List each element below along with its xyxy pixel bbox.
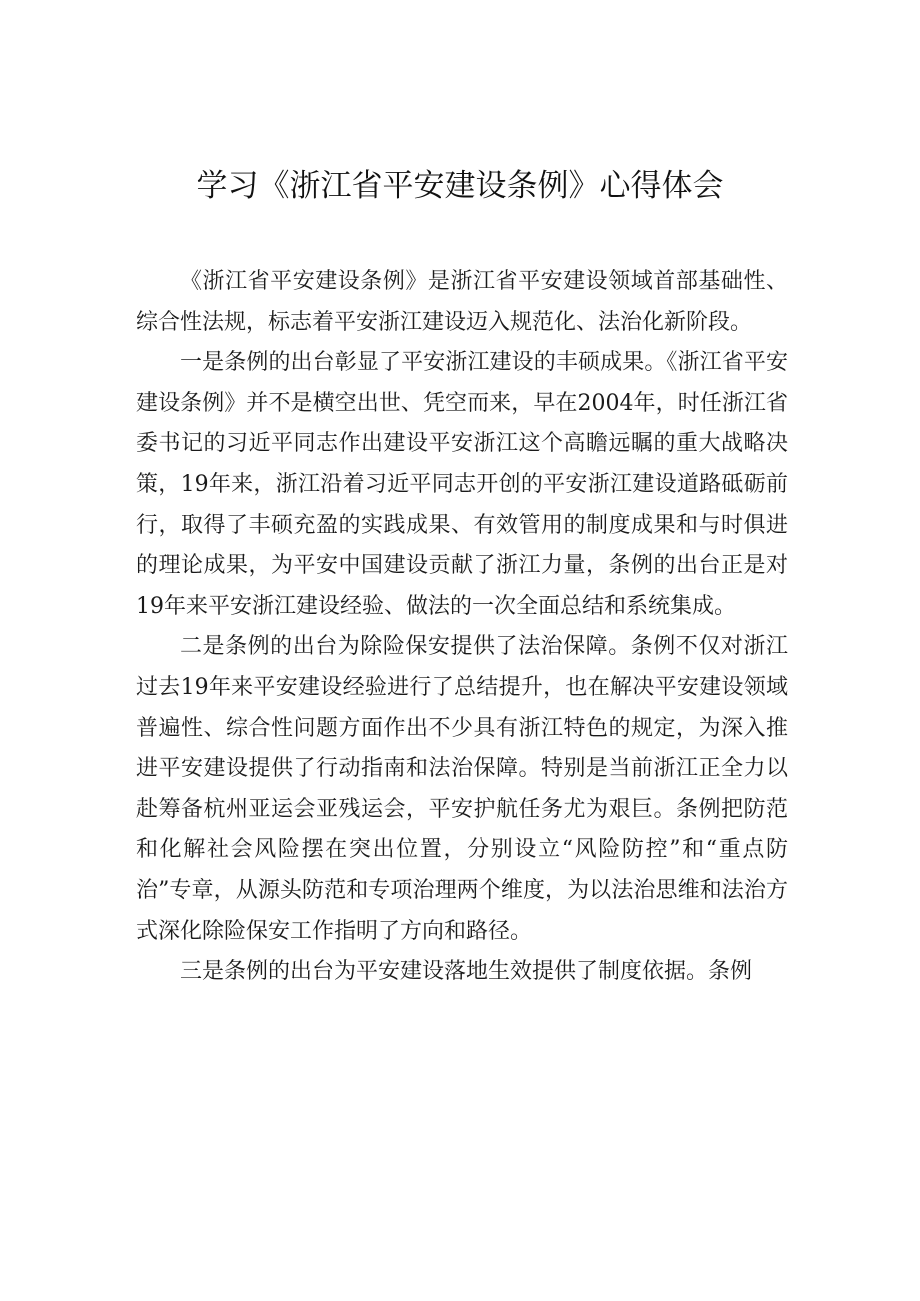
document-title: 学习《浙江省平安建设条例》心得体会 — [196, 168, 724, 204]
document-body — [136, 262, 788, 993]
paragraph-point-one: 一是条例的出台彰显了平安浙江建设的丰硕成果。《浙江省平安建设条例》并不是横空出世、凭空而来，早在2004年，时任浙江省委书记的习近平同志作出建设平安浙江这个高瞻远瞩的重大战略决策，19年来，浙江沿着习近平同志开创的平安浙江建设道路砥砺前行，取得了丰硕充盈的实践成果、有效管用的制度成果和与时俱进的理论成果，为平安中国建设贡献了浙江力量，条例的出台正是对19年来平安浙江建设经验、做法的一次全面总结和系统集成。 — [136, 350, 788, 619]
paragraph-point-two: 二是条例的出台为除险保安提供了法治保障。条例不仅对浙江过去19年来平安建设经验进行了总结提升，也在解决平安建设领域普遍性、综合性问题方面作出不少具有浙江特色的规定，为深入推进平安建设提供了行动指南和法治保障。特别是当前浙江正全力以赴筹备杭州亚运会亚残运会，平安护航任务尤为艰巨。条例把防范和化解社会风险摆在突出位置，分别设立“风险防控”和“重点防治”专章，从源头防范和专项治理两个维度，为以法治思维和法治方式深化除险保安工作指明了方向和路径。 — [136, 634, 788, 944]
paragraph-point-three: 三是条例的出台为平安建设落地生效提供了制度依据。条例 — [180, 959, 753, 985]
paragraph-intro: 《浙江省平安建设条例》是浙江省平安建设领域首部基础性、综合性法规，标志着平安浙江建设迈入规范化、法治化新阶段。 — [136, 269, 788, 335]
